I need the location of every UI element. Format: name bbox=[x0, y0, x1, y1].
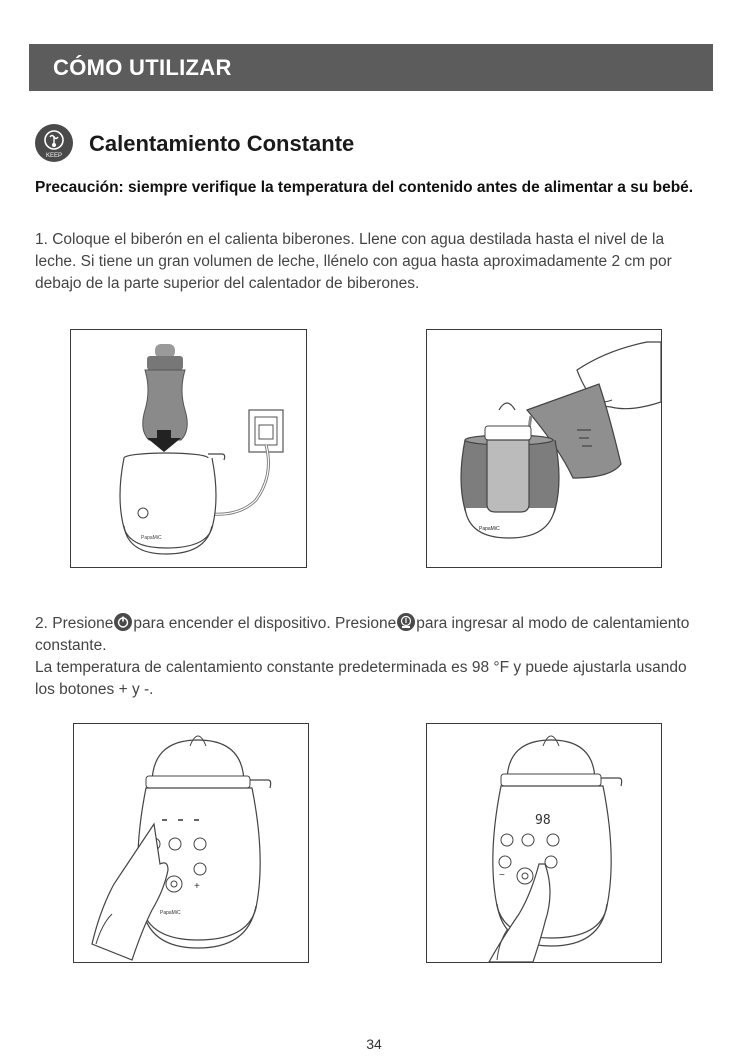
step-2-part-3: para ingresar al modo de calentamiento constante. bbox=[35, 615, 690, 654]
brand-label: PapaMiC bbox=[479, 526, 500, 532]
minus-label: − bbox=[499, 870, 505, 881]
keep-warm-icon bbox=[397, 613, 415, 631]
page-number: 34 bbox=[366, 1036, 382, 1052]
keep-label: KEEP bbox=[45, 153, 63, 159]
figure-press-power bbox=[73, 723, 309, 963]
header-banner bbox=[29, 44, 713, 91]
figure-pour-water bbox=[426, 329, 662, 568]
brand-label: PapaMiC bbox=[160, 910, 181, 916]
step-2-text bbox=[35, 613, 703, 701]
brand-label: PapaMiC bbox=[141, 535, 162, 541]
power-icon bbox=[114, 613, 132, 631]
page-title: CÓMO UTILIZAR bbox=[53, 55, 232, 80]
step-2-line-2: La temperatura de calentamiento constante predeterminada es 98 °F y puede ajustarla usando los botones + y -. bbox=[35, 659, 687, 698]
step-2-part-2: para encender el dispositivo. Presione bbox=[133, 615, 397, 632]
step-2-part-1: 2. Presione bbox=[35, 615, 114, 632]
plus-label: + bbox=[194, 881, 200, 892]
display-reading: 98 bbox=[535, 813, 551, 828]
section-title: Calentamiento Constante bbox=[89, 131, 355, 156]
figure-place-bottle bbox=[70, 329, 307, 568]
keep-warm-icon bbox=[35, 124, 73, 162]
figure-press-keep-warm bbox=[426, 723, 662, 963]
step-1-text: 1. Coloque el biberón en el calienta biberones. Llene con agua destilada hasta el nivel de la leche. Si tiene un gran volumen de leche, llénelo con agua hasta aproximadamente 2 cm por debajo de la parte superior del calentador de biberones. bbox=[35, 231, 672, 292]
caution-text: Precaución: siempre verifique la temperatura del contenido antes de alimentar a su bebé. bbox=[35, 179, 694, 196]
